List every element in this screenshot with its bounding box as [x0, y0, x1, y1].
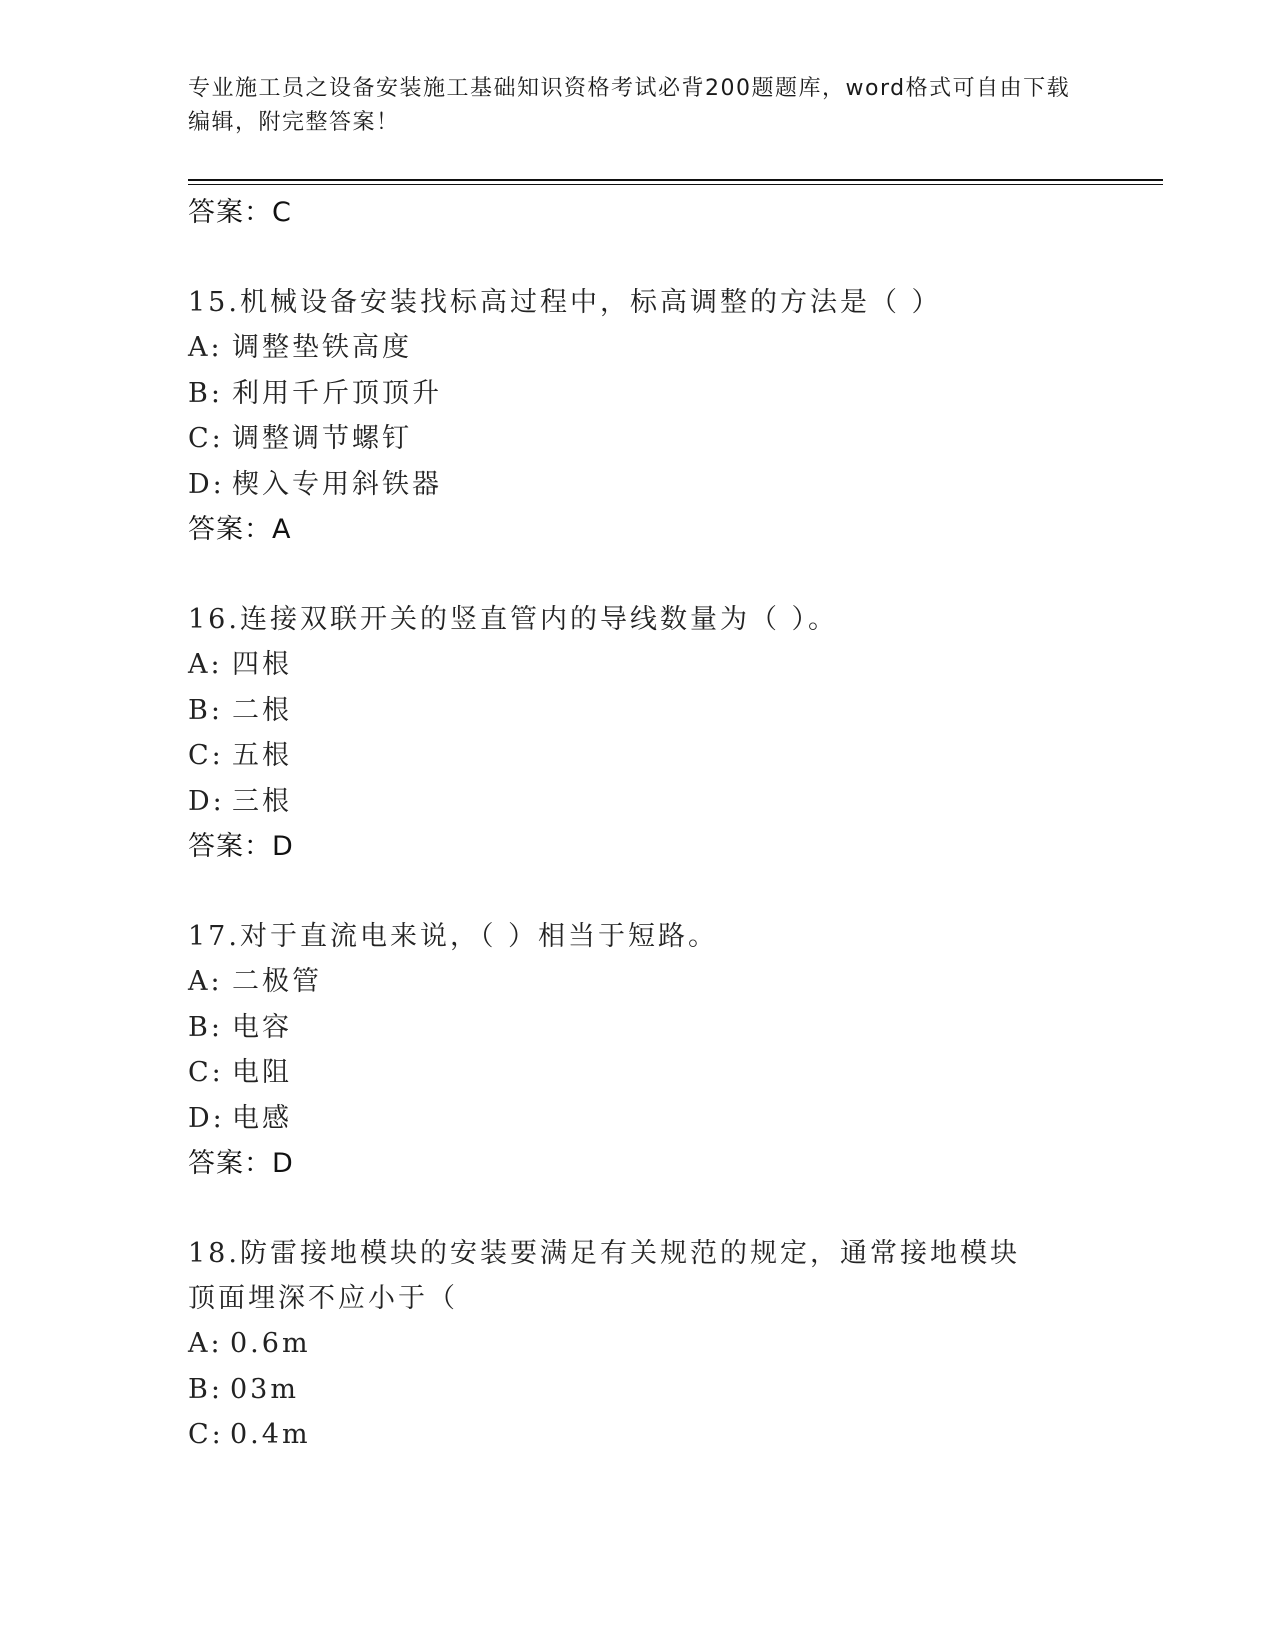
answer-line: 答案：A [188, 514, 292, 545]
option-letter: A: [188, 649, 223, 680]
option-d [188, 779, 1088, 825]
option-b [188, 371, 1088, 417]
option-letter: D: [188, 785, 225, 817]
option-c [188, 416, 1088, 462]
option-text: 楔入专用斜铁器 [232, 468, 442, 500]
question-text: 16.连接双联开关的竖直管内的导线数量为（ ）。 [188, 604, 839, 635]
header-divider-thick [188, 179, 1163, 181]
option-a [188, 325, 1088, 371]
option-c [188, 1050, 1088, 1096]
question-text: 17.对于直流电来说，（ ）相当于短路。 [188, 921, 719, 952]
option-c [188, 733, 1088, 779]
option-text: 五根 [232, 740, 292, 771]
option-text: 二极管 [232, 966, 322, 997]
option-text: 03m [230, 1373, 299, 1405]
option-d [188, 1096, 1088, 1142]
option-letter: C: [188, 423, 224, 454]
option-text: 0.4m [230, 1419, 311, 1450]
option-a [188, 1321, 1088, 1367]
option-c [188, 1412, 1088, 1458]
option-letter: C: [188, 1419, 224, 1450]
option-letter: A: [188, 1328, 223, 1359]
option-letter: B: [188, 1373, 223, 1405]
option-letter: A: [188, 332, 223, 363]
option-text: 0.6m [230, 1328, 311, 1359]
option-text: 电阻 [232, 1057, 292, 1088]
option-letter: B: [188, 377, 223, 409]
option-b [188, 688, 1088, 734]
option-b [188, 1005, 1088, 1051]
question-item-16 [188, 597, 1088, 870]
spacer [188, 1187, 1088, 1231]
option-letter: C: [188, 740, 224, 771]
option-text: 电感 [232, 1102, 292, 1134]
option-text: 利用千斤顶顶升 [232, 377, 442, 409]
question-item-18 [188, 1231, 1088, 1458]
option-text: 四根 [232, 649, 292, 680]
option-a [188, 959, 1088, 1005]
spacer [188, 236, 1088, 280]
option-letter: D: [188, 468, 225, 500]
question-text: 15.机械设备安装找标高过程中，标高调整的方法是（ ） [188, 287, 942, 318]
option-b [188, 1367, 1088, 1413]
option-text: 调整垫铁高度 [232, 332, 412, 363]
question-list [188, 190, 1088, 1458]
header-divider-thin [188, 184, 1163, 185]
option-letter: C: [188, 1057, 224, 1088]
option-d [188, 462, 1088, 508]
spacer [188, 870, 1088, 914]
option-letter: A: [188, 966, 223, 997]
option-letter: B: [188, 694, 223, 726]
option-text: 调整调节螺钉 [232, 423, 412, 454]
answer-line: 答案：C [188, 197, 292, 228]
question-text: 18.防雷接地模块的安装要满足有关规范的规定，通常接地模块顶面埋深不应小于（ [188, 1238, 1020, 1314]
option-text: 三根 [232, 785, 292, 817]
option-a [188, 642, 1088, 688]
question-item-17 [188, 914, 1088, 1187]
answer-line: 答案：D [188, 1148, 294, 1179]
option-letter: D: [188, 1102, 225, 1134]
page-header-title: 专业施工员之设备安装施工基础知识资格考试必背200题题库，word格式可自由下载编辑，附完整答案！ [188, 76, 1071, 135]
question-item-15 [188, 280, 1088, 553]
spacer [188, 553, 1088, 597]
option-text: 二根 [232, 694, 292, 726]
answer-line: 答案：D [188, 831, 294, 862]
option-letter: B: [188, 1011, 223, 1043]
option-text: 电容 [232, 1011, 292, 1043]
